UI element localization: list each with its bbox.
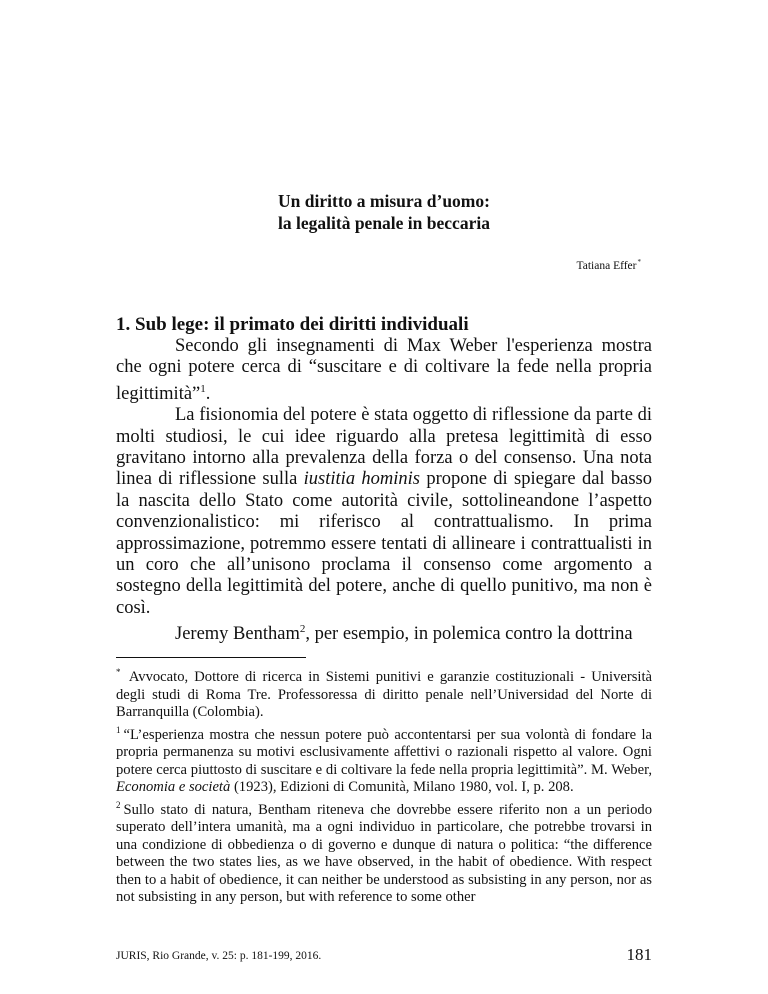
paragraph-2-text-b: propone di spiegare dal basso la nascita dello Stato come autorità civile, sottolineandone l’aspetto convenzionalistico: mi riferisco al contrattualismo. In prima approssimazione, potremmo essere tentati di allineare i contrattualisti in un coro che all’unisono proclama il consenso come argomento a sostegno della legittimità del potere, anche di quello punitivo, ma non è così. (116, 469, 652, 618)
paragraph-3-text-a: Jeremy Bentham (175, 624, 300, 645)
footnote-2-mark: 2 (116, 799, 121, 810)
footnote-1 (116, 722, 652, 797)
section-heading: 1. Sub lege: il primato dei diritti individuali (116, 314, 469, 335)
paragraph-1-end: . (205, 383, 211, 404)
title-line-2: la legalità penale in beccaria (278, 213, 490, 233)
footnote-author (116, 664, 652, 722)
footnotes (116, 664, 652, 907)
paragraph-2-text-a: La fisionomia del potere è stata oggetto di riflessione da parte di molti studiosi, le cui idee riguardo alla pretesa legittimità di esso gravitano intorno alla prevalenza della forza o del consenso. Una nota linea di riflessione sulla (116, 405, 652, 490)
author-footnote-mark[interactable]: * (637, 258, 641, 266)
footnote-author-text: Avvocato, Dottore di ricerca in Sistemi punitivi e garanzie costituzionali - Università degli studi di Roma Tre. Professoressa di diritto penale nell’Universidad del Norte di Barranquilla (Colombia). (116, 669, 652, 720)
footnote-1-text-b: (1923), Edizioni di Comunità, Milano 1980, vol. I, p. 208. (230, 779, 574, 795)
footnote-author-mark: * (116, 667, 121, 677)
article-title (0, 190, 768, 234)
author-name-text: Tatiana Effer (576, 260, 637, 272)
paragraph-3-text-b: , per esempio, in polemica contro la dottrina (305, 624, 633, 645)
paragraph-1-text: Secondo gli insegnamenti di Max Weber l'esperienza mostra che ogni potere cerca di “suscitare e di coltivare la fede nella propria legittimità” (116, 336, 652, 404)
paragraph-2 (116, 405, 652, 619)
author-name (577, 258, 641, 272)
footnote-divider (116, 657, 306, 658)
footnote-1-book-title: Economia e società (116, 779, 231, 795)
footnote-ref-2[interactable]: 2 (299, 623, 306, 636)
section-1 (116, 314, 652, 646)
journal-citation: JURIS, Rio Grande, v. 25: p. 181-199, 2016. (116, 950, 322, 962)
paragraph-2-emphasis: iustitia hominis (303, 469, 420, 490)
title-line-1: Un diritto a misura d’uomo: (278, 191, 490, 211)
footnote-1-mark: 1 (116, 724, 121, 735)
footnote-1-text-a: “L’esperienza mostra che nessun potere può accontentarsi per sua volontà di fondare la propria permanenza su motivi esclusivamente affettivi o razionali rispetto al valore. Ogni potere cerca piuttosto di suscitare e di coltivare la fede nella propria legittimità”. M. Weber, (116, 726, 652, 778)
footnote-2 (116, 797, 652, 907)
paragraph-3 (116, 619, 652, 645)
page-number: 181 (626, 945, 652, 964)
footnote-ref-1[interactable]: 1 (200, 382, 206, 395)
paragraph-1 (116, 336, 652, 405)
footnote-2-text: Sullo stato di natura, Bentham riteneva che dovrebbe essere riferito non a un periodo superato dell’intera umanità, ma a ogni individuo in particolare, che potrebbe trovarsi in una condizione di obbedienza o di governo e dunque di natura o politica: “the difference between the two states lies, as we have observed, in the habit of obedience. With respect then to a habit of obedience, it can neither be understood as subsisting in any person, nor as not subsisting in any person, but with reference to some other (116, 801, 652, 905)
